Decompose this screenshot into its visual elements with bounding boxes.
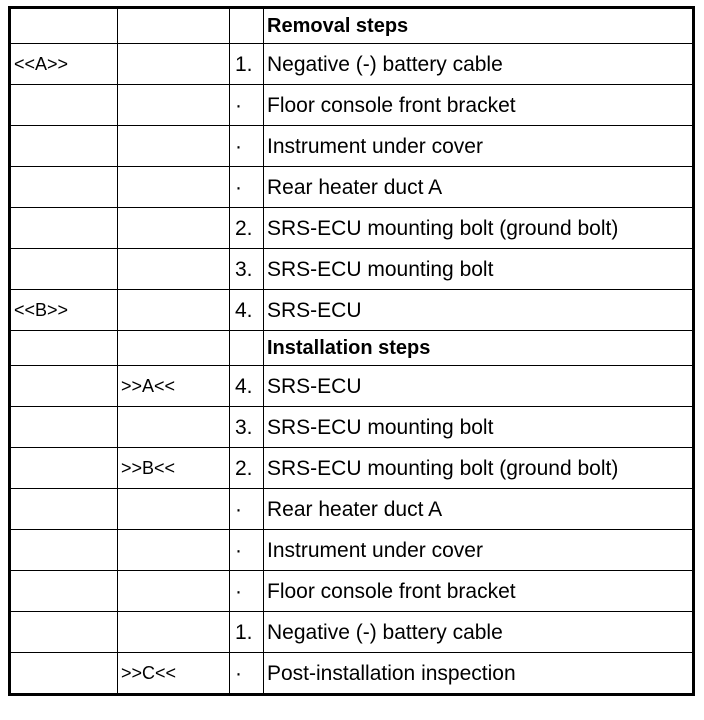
ref-mid-cell [118,331,230,366]
ref-left-cell [10,126,118,167]
ref-left-cell [10,571,118,612]
step-number-cell: · [230,653,264,695]
ref-left-cell: <<B>> [10,290,118,331]
step-number-cell [230,8,264,44]
ref-left-cell [10,489,118,530]
table-row [10,653,694,695]
ref-mid-cell: >>C<< [118,653,230,695]
ref-mid-cell: >>B<< [118,448,230,489]
step-item-cell: SRS-ECU mounting bolt [264,407,694,448]
step-number-cell: · [230,85,264,126]
ref-mid-cell [118,44,230,85]
installation-heading: Installation steps [264,331,694,366]
table-row [10,612,694,653]
ref-mid-cell [118,126,230,167]
ref-left-cell [10,407,118,448]
ref-left-cell [10,8,118,44]
step-item-cell: Rear heater duct A [264,167,694,208]
table-row [10,530,694,571]
step-number-cell: · [230,530,264,571]
ref-mid-cell [118,407,230,448]
ref-mid-cell [118,612,230,653]
step-item-cell: Instrument under cover [264,530,694,571]
table-row [10,85,694,126]
ref-mid-cell [118,167,230,208]
table-row [10,407,694,448]
table-row [10,448,694,489]
step-number-cell: 2. [230,208,264,249]
table-row [10,44,694,85]
step-item-cell: SRS-ECU mounting bolt [264,249,694,290]
table-row [10,489,694,530]
ref-left-cell [10,249,118,290]
step-item-cell: SRS-ECU mounting bolt (ground bolt) [264,448,694,489]
table-row [10,366,694,407]
ref-left-cell [10,448,118,489]
step-number-cell [230,331,264,366]
ref-left-cell [10,167,118,208]
table-row [10,249,694,290]
procedure-sheet [8,6,695,696]
table-row [10,208,694,249]
ref-left-cell [10,208,118,249]
ref-mid-cell: >>A<< [118,366,230,407]
ref-left-cell [10,366,118,407]
step-number-cell: 1. [230,44,264,85]
step-number-cell: 4. [230,290,264,331]
ref-mid-cell [118,489,230,530]
step-item-cell: SRS-ECU mounting bolt (ground bolt) [264,208,694,249]
ref-mid-cell [118,8,230,44]
table-row [10,290,694,331]
step-number-cell: · [230,126,264,167]
ref-mid-cell [118,208,230,249]
step-number-cell: 1. [230,612,264,653]
step-item-cell: SRS-ECU [264,366,694,407]
ref-left-cell [10,85,118,126]
step-item-cell: Floor console front bracket [264,571,694,612]
removal-heading: Removal steps [264,8,694,44]
step-number-cell: · [230,167,264,208]
step-number-cell: · [230,571,264,612]
step-number-cell: · [230,489,264,530]
step-number-cell: 3. [230,407,264,448]
table-row [10,167,694,208]
step-item-cell: Post-installation inspection [264,653,694,695]
ref-left-cell [10,612,118,653]
ref-left-cell [10,653,118,695]
ref-mid-cell [118,290,230,331]
step-number-cell: 4. [230,366,264,407]
table-row [10,571,694,612]
installation-heading-row [10,331,694,366]
ref-left-cell [10,331,118,366]
ref-left-cell [10,530,118,571]
ref-mid-cell [118,85,230,126]
steps-table [8,6,695,696]
step-item-cell: Negative (-) battery cable [264,44,694,85]
ref-mid-cell [118,571,230,612]
step-number-cell: 3. [230,249,264,290]
step-item-cell: Floor console front bracket [264,85,694,126]
ref-mid-cell [118,249,230,290]
ref-left-cell: <<A>> [10,44,118,85]
step-number-cell: 2. [230,448,264,489]
removal-heading-row [10,8,694,44]
step-item-cell: SRS-ECU [264,290,694,331]
table-row [10,126,694,167]
ref-mid-cell [118,530,230,571]
step-item-cell: Negative (-) battery cable [264,612,694,653]
step-item-cell: Instrument under cover [264,126,694,167]
step-item-cell: Rear heater duct A [264,489,694,530]
